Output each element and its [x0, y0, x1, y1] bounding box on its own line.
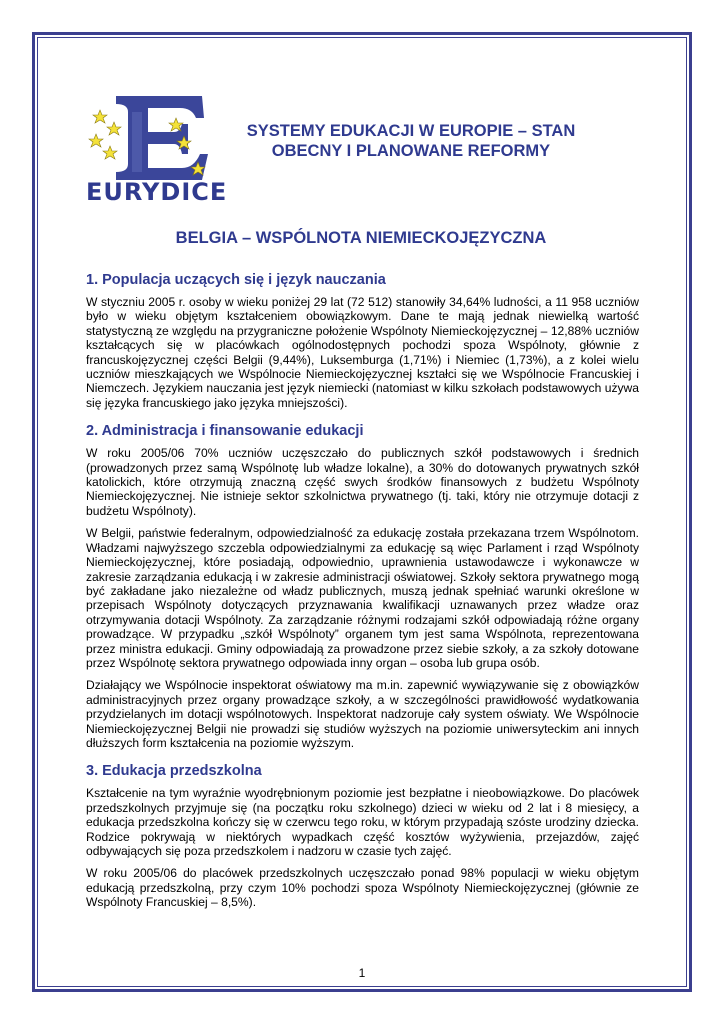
section-heading-1: 1. Populacja uczących się i język nauczania	[86, 272, 386, 288]
section-3-paragraph-2: W roku 2005/06 do placówek przedszkolnych uczęszczało ponad 98% populacji w wieku objętym edukacją przedszkolną, przy czym 10% pochodzi spoza Wspólnoty Niemieckojęzycznej (głównie ze Wspólnoty Francuskiej – 8,5%).	[86, 866, 639, 910]
section-heading-3: 3. Edukacja przedszkolna	[86, 763, 262, 780]
section-3-paragraph-1: Kształcenie na tym wyraźnie wyodrębnionym poziomie jest bezpłatne i nieobowiązkowe. Do placówek przedszkolnych przyjmuje się (na początku roku szkolnego) dzieci w wieku od 2 lat i 8 miesięcy, a edukacja przedszkolna kończy się w czerwcu tego roku, w którym przypadają szóste urodziny dziecka. Rodzice pokrywają w niektórych wypadkach część kosztów wyżywienia, przejazdów, zajęć odbywających się poza przedszkolem i nadzoru w czasie tych zajęć.	[86, 786, 639, 858]
section-2-paragraph-2: W Belgii, państwie federalnym, odpowiedzialność za edukację została przekazana trzem Wspólnotom. Władzami najwyższego szczebla odpowiedzialnymi za edukację są więc Parlament i rząd Wspólnoty Niemieckojęzycznej, które posiadają, odpowiednio, uprawnienia ustawodawcze i wykonawcze w zakresie zarządzania edukacją i w zakresie administracji oświatowej. Szkoły sektora prywatnego mogą być zakładane jako niezależne od władz publicznych, muszą jednak spełniać warunki określone w przepisach Wspólnoty dotyczących przyznawania kwalifikacji uznawanych przez władze oraz otrzymywania dotacji Wspólnoty. Za zarządzanie różnymi rodzajami szkół odpowiadają różne organy prowadzące. W przypadku „szkół Wspólnoty” organem tym jest sama Wspólnota, reprezentowana przez ministra edukacji. Gminy odpowiadają za prowadzone przez siebie szkoły, a za szkoły dotowane przez Wspólnotę sektora prywatnego odpowiada inny organ – osoba lub grupa osób.	[86, 526, 639, 670]
document-title	[226, 121, 596, 161]
section-2-paragraph-1: W roku 2005/06 70% uczniów uczęszczało do publicznych szkół podstawowych i średnich (prowadzonych przez samą Wspólnotę lub władze lokalne), a 30% do dotowanych prywatnych szkół katolickich, które otrzymują znaczną część swych środków finansowych z budżetu Wspólnoty Niemieckojęzycznej. Nie istnieje sektor szkolnictwa prywatnego (tj. taki, który nie otrzymuje dotacji z budżetu Wspólnoty).	[86, 446, 639, 518]
document-title-line2: OBECNY I PLANOWANE REFORMY	[271, 142, 551, 160]
eurydice-logo-text: EURYDICE	[86, 178, 228, 206]
document-title-line1: SYSTEMY EDUKACJI W EUROPIE – STAN	[246, 122, 576, 140]
section-heading-2: 2. Administracja i finansowanie edukacji	[86, 423, 364, 440]
country-title: BELGIA – WSPÓLNOTA NIEMIECKOJĘZYCZNA	[175, 229, 547, 247]
section-2-paragraph-3: Działający we Wspólnocie inspektorat oświatowy ma m.in. zapewnić wywiązywanie się z obowiązków administracyjnych przez organy prowadzące szkoły, a w szczególności prawidłowość wydatkowania przydzielanych im dotacji wspólnotowych. Inspektorat nadzoruje cały system oświaty. We Wspólnocie Niemieckojęzycznej Belgii nie prowadzi się studiów wyższych na poziomie uniwersyteckim ani innych dłuższych form kształcenia na poziomie wyższym.	[86, 678, 639, 750]
page-number: 1	[358, 966, 366, 980]
document-body	[86, 271, 639, 918]
section-1-paragraph-1: W styczniu 2005 r. osoby w wieku poniżej 29 lat (72 512) stanowiły 34,64% ludności, a 11 958 uczniów było w wieku objętym kształceniem obowiązkowym. Dane te mają jednak niewielką wartość statystyczną ze względu na przygraniczne położenie Wspólnoty Niemieckojęzycznej – 12,88% uczniów kształcących się w placówkach ogólnodostępnych pochodzi spoza Wspólnoty, głównie z francuskojęzycznej części Belgii (9,44%), Luksemburga (1,71%) i Niemiec (1,73%), a z kolei wielu uczniów mieszkających we Wspólnocie Niemieckojęzycznej kształci się we Wspólnocie Francuskiej i Niemczech. Językiem nauczania jest język niemiecki (natomiast w kilku szkołach podstawowych używa się języka francuskiego jako języka mniejszości).	[86, 295, 639, 410]
